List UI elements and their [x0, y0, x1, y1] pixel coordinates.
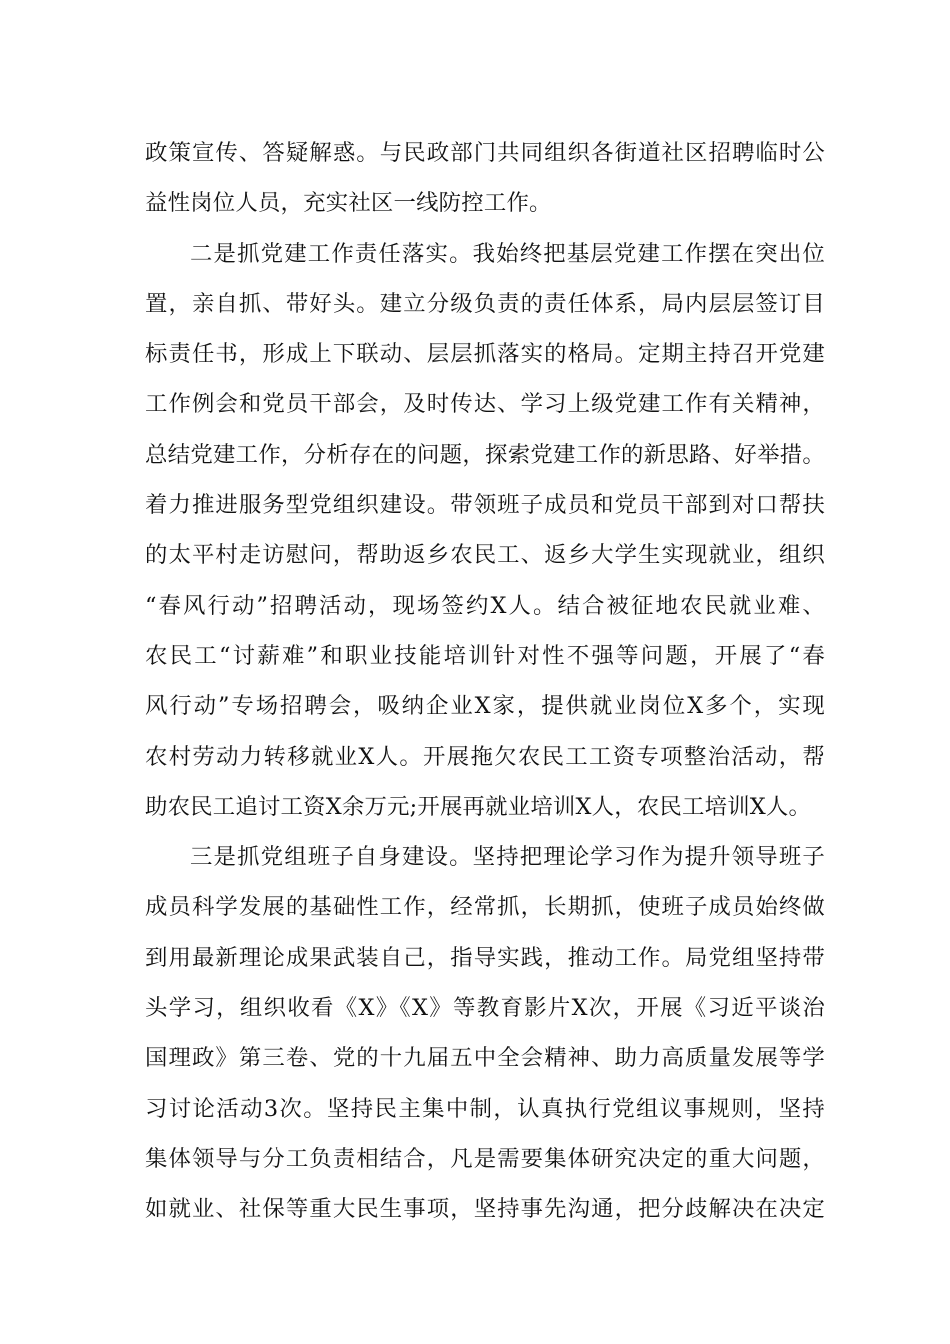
text-line: 集体领导与分工负责相结合，凡是需要集体研究决定的重大问题，: [145, 1145, 825, 1172]
text-line: 益性岗位人员，充实社区一线防控工作。: [145, 190, 552, 217]
text-line: 成员科学发展的基础性工作，经常抓，长期抓，使班子成员始终做: [145, 894, 825, 921]
text-line: 政策宣传、答疑解惑。与民政部门共同组织各街道社区招聘临时公: [145, 140, 825, 166]
text-line: 习讨论活动3次。坚持民主集中制，认真执行党组议事规则，坚持: [145, 1095, 825, 1122]
text-line: 的太平村走访慰问，帮助返乡农民工、返乡大学生实现就业，组织: [145, 542, 825, 569]
text-line: 国理政》第三卷、党的十九届五中全会精神、助力高质量发展等学: [145, 1045, 825, 1072]
text-line: 农民工“讨薪难”和职业技能培训针对性不强等问题，开展了“春: [145, 642, 825, 669]
text-line: 到用最新理论成果武装自己，指导实践，推动工作。局党组坚持带: [145, 944, 825, 971]
text-line: 总结党建工作，分析存在的问题，探索党建工作的新思路、好举措。: [145, 441, 825, 468]
body-text: [145, 128, 825, 1235]
text-line: 工作例会和党员干部会，及时传达、学习上级党建工作有关精神，: [145, 391, 825, 418]
text-line: “春风行动”招聘活动，现场签约X人。结合被征地农民就业难、: [145, 592, 825, 619]
text-line: 置，亲自抓、带好头。建立分级负责的责任体系，局内层层签订目: [145, 290, 825, 317]
paragraph-start-line: 二是抓党建工作责任落实。我始终把基层党建工作摆在突出位: [190, 240, 825, 267]
text-line: 如就业、社保等重大民生事项，坚持事先沟通，把分歧解决在决定: [145, 1196, 825, 1223]
text-line: 风行动”专场招聘会，吸纳企业X家，提供就业岗位X多个，实现: [145, 693, 825, 720]
text-line: 头学习，组织收看《X》《X》等教育影片X次，开展《习近平谈治: [145, 995, 825, 1022]
text-line: 助农民工追讨工资X余万元;开展再就业培训X人，农民工培训X人。: [145, 793, 812, 820]
text-line: 农村劳动力转移就业X人。开展拖欠农民工工资专项整治活动，帮: [145, 743, 825, 770]
text-line: 着力推进服务型党组织建设。带领班子成员和党员干部到对口帮扶: [145, 492, 825, 519]
text-line: 标责任书，形成上下联动、层层抓落实的格局。定期主持召开党建: [145, 341, 825, 368]
paragraph-start-line: 三是抓党组班子自身建设。坚持把理论学习作为提升领导班子: [190, 844, 825, 871]
